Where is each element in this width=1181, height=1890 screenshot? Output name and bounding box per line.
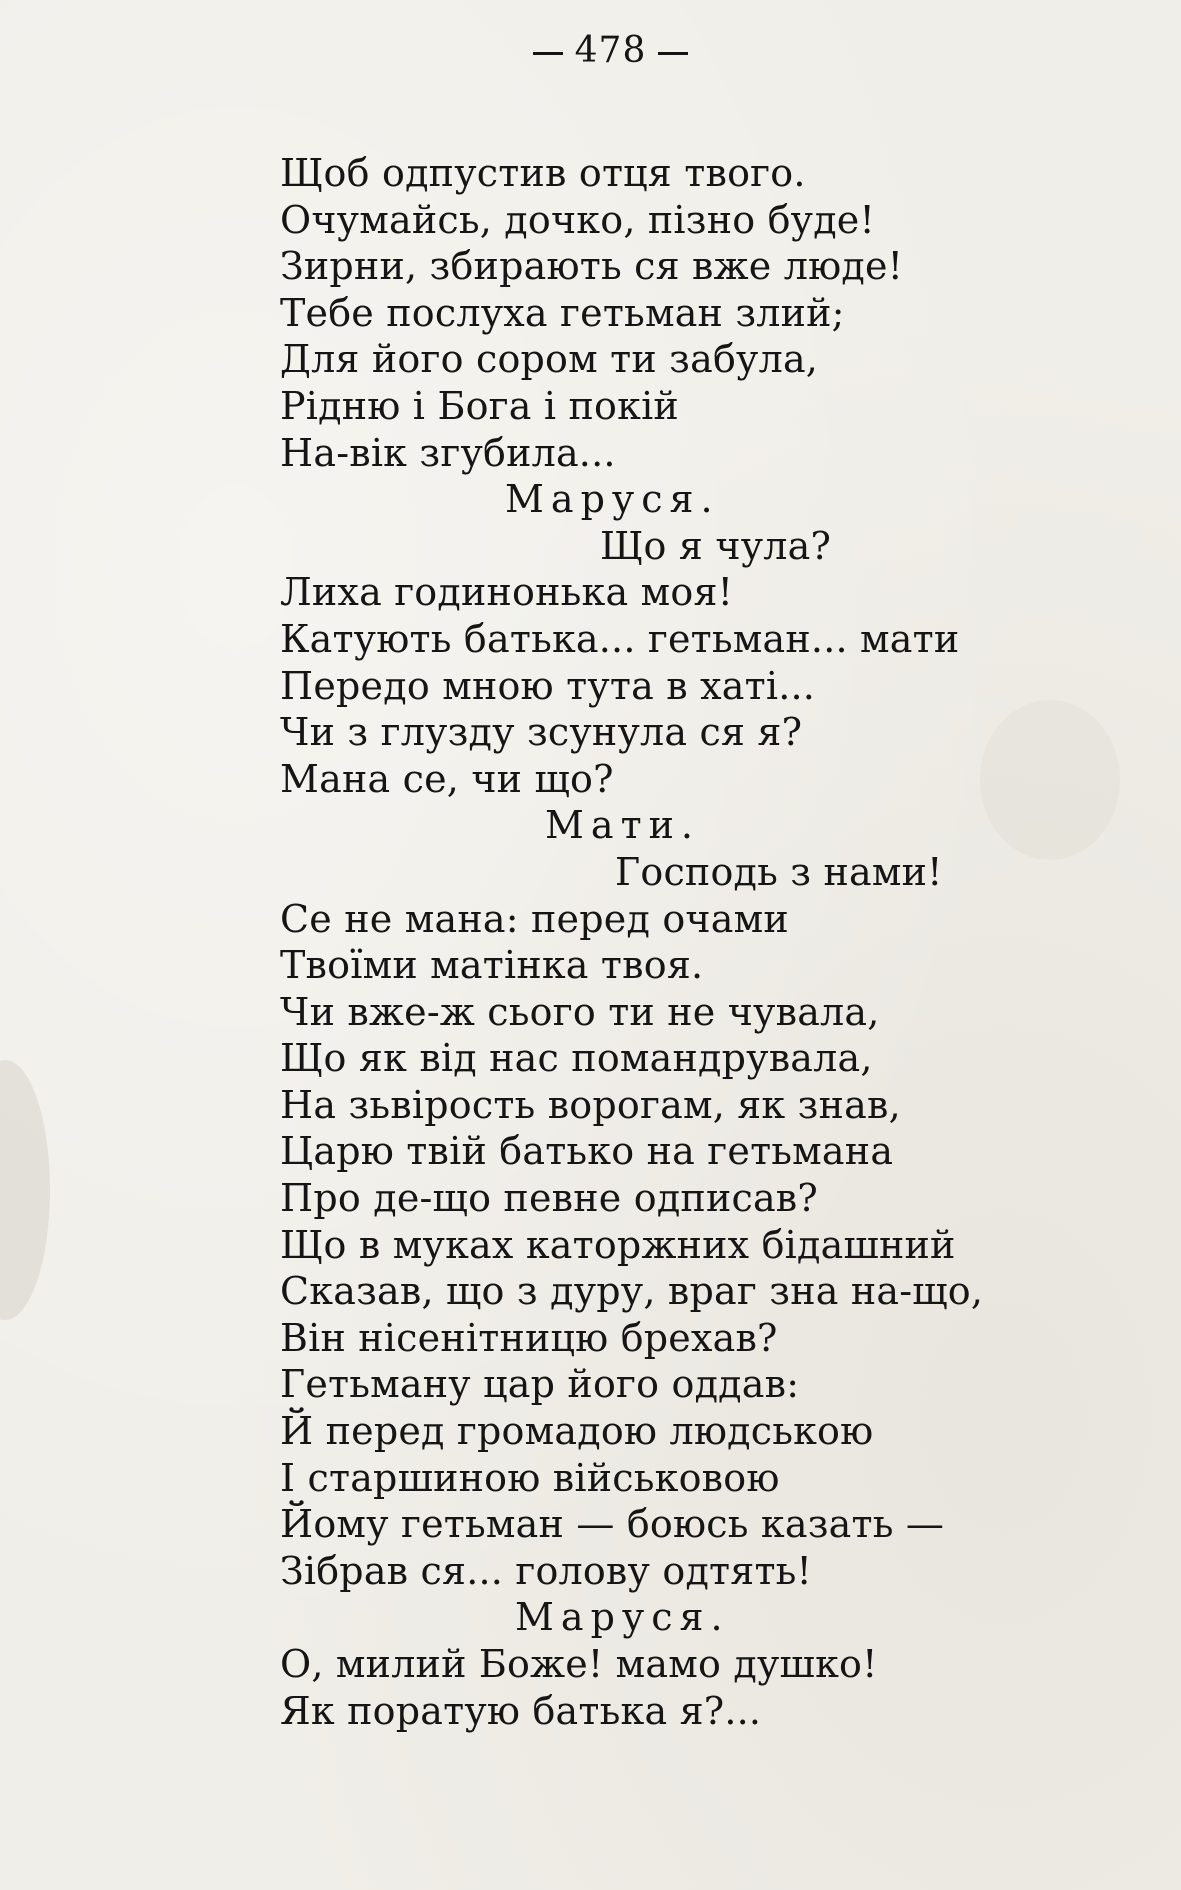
paper-stain	[0, 1060, 50, 1320]
verse-line: Очумайсь, дочко, пізно буде!	[280, 197, 875, 242]
verse-line: І старшиною військовою	[280, 1455, 780, 1500]
verse-line: Зібрав ся... голову одтять!	[280, 1548, 813, 1593]
verse-line: Передо мною тута в хаті...	[280, 663, 816, 708]
verse-line: Катують батька... гетьман... мати	[280, 616, 960, 661]
verse-line: На-вік згубила...	[280, 430, 616, 475]
poem-text	[280, 150, 1120, 1734]
speaker-heading: Маруся.	[515, 1595, 730, 1640]
verse-line: Тебе послуха гетьман злий;	[280, 290, 845, 335]
verse-line: Про де-що певне одписав?	[280, 1176, 818, 1221]
verse-line-continuation: Господь з нами!	[615, 849, 943, 894]
verse-line: На зьвірость ворогам, як знав,	[280, 1082, 901, 1127]
verse-line: Як поратую батька я?...	[280, 1688, 762, 1733]
speaker-heading: Мати.	[545, 803, 700, 848]
verse-line: Царю твій батько на гетьмана	[280, 1129, 894, 1174]
verse-line: Лиха годинонька моя!	[280, 570, 734, 615]
verse-line: Й перед громадою людською	[280, 1409, 874, 1454]
verse-line: Гетьману цар його оддав:	[280, 1362, 800, 1407]
verse-line: Щоб одпустив отця твого.	[280, 151, 806, 195]
verse-line: Він нісенітницю брехав?	[280, 1315, 778, 1360]
page-number-value: 478	[574, 30, 647, 71]
verse-line-continuation: Що я чула?	[600, 523, 832, 568]
verse-line: Твоїми матінка твоя.	[280, 943, 704, 988]
verse-line: Що як від нас помандрувала,	[280, 1036, 873, 1081]
verse-line: Для його сором ти забула,	[280, 337, 819, 382]
verse-line: О, милий Боже! мамо душко!	[280, 1642, 878, 1686]
speaker-heading: Маруся.	[505, 477, 720, 522]
verse-line: Зирни, збирають ся вже люде!	[280, 244, 904, 289]
verse-line: Мана се, чи що?	[280, 756, 614, 801]
page-number-dash-right	[658, 52, 688, 55]
verse-line: Йому гетьман — боюсь казать —	[280, 1502, 945, 1547]
verse-line: Чи з глузду зсунула ся я?	[280, 710, 803, 755]
verse-line: Рідню і Бога і покій	[280, 383, 679, 428]
verse-line: Сказав, що з дуру, враг зна на-що,	[280, 1269, 984, 1314]
page-number	[20, 30, 1181, 71]
verse-line: Що в муках каторжних бідашний	[280, 1222, 956, 1267]
page-number-dash-left	[533, 52, 563, 55]
verse-line: Чи вже-ж сього ти не чувала,	[280, 989, 880, 1034]
verse-line: Се не мана: перед очами	[280, 896, 789, 941]
